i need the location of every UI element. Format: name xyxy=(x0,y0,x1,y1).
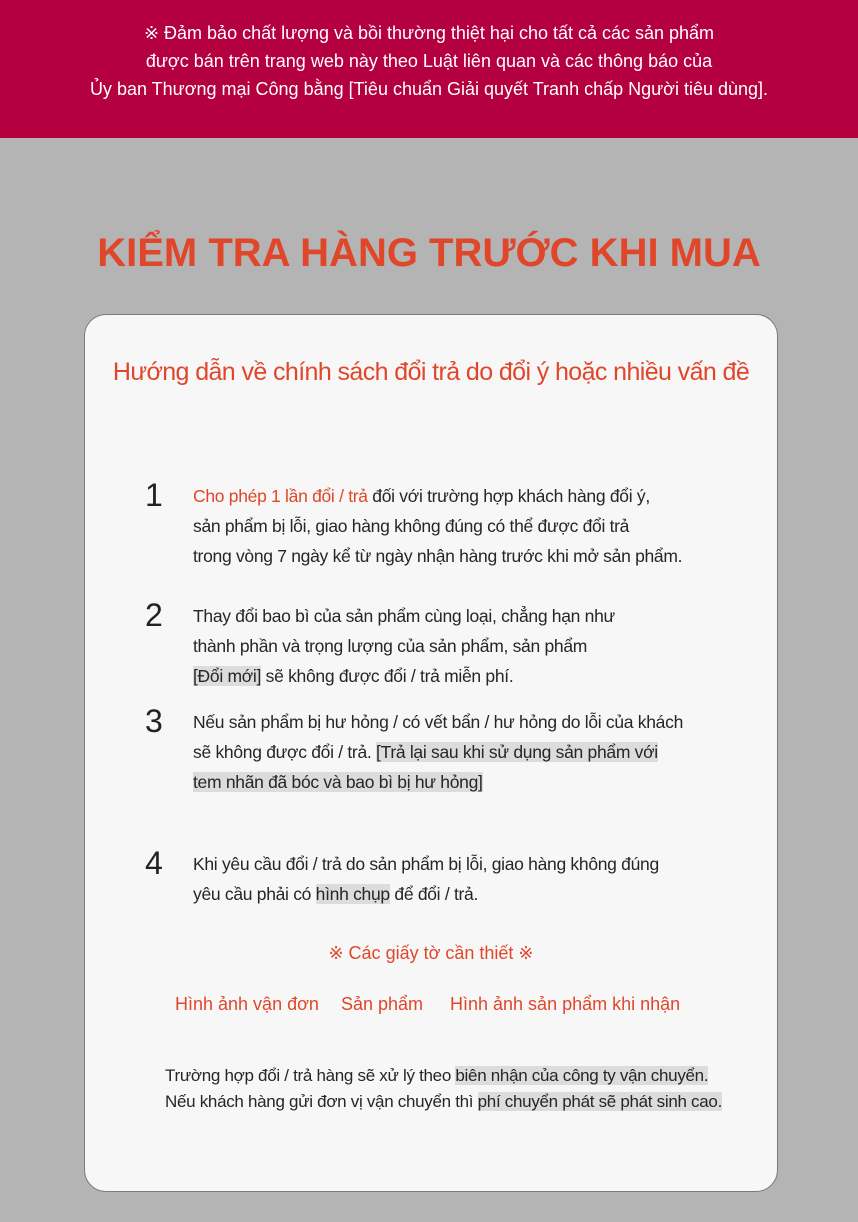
doc-received-product-photo: Hình ảnh sản phẩm khi nhận xyxy=(450,994,681,1014)
item-text-part: sẽ không được đổi / trả. xyxy=(193,742,377,762)
note-text: Nếu khách hàng gửi đơn vị vận chuyển thì xyxy=(165,1092,478,1111)
note-highlight: phí chuyển phát sẽ phát sinh cao. xyxy=(477,1092,722,1111)
item-text xyxy=(193,601,753,691)
item-text xyxy=(193,707,753,797)
item-text-part: Khi yêu cầu đổi / trả do sản phẩm bị lỗi, giao hàng không đúng xyxy=(193,854,659,874)
top-banner xyxy=(0,0,858,138)
item-text xyxy=(193,849,753,909)
note-highlight: biên nhận của công ty vận chuyển. xyxy=(455,1066,709,1085)
item-text-part: đối với trường hợp khách hàng đổi ý, xyxy=(367,486,650,506)
item-number: 3 xyxy=(145,703,163,739)
card-subtitle: Hướng dẫn về chính sách đổi trả do đổi ý hoặc nhiều vấn đề xyxy=(112,358,750,386)
item-text-part: Thay đổi bao bì của sản phẩm cùng loại, chẳng hạn như xyxy=(193,606,615,626)
required-docs-title: ※ Các giấy tờ cần thiết ※ xyxy=(328,943,534,963)
doc-waybill-photo: Hình ảnh vận đơn xyxy=(175,994,319,1014)
item-highlight: [Đổi mới] xyxy=(193,666,262,686)
item-text-part: sản phẩm bị lỗi, giao hàng không đúng có thể được đổi trả xyxy=(193,516,630,536)
item-highlight: [Trả lại sau khi sử dụng sản phẩm với xyxy=(376,742,658,762)
required-docs-list xyxy=(175,989,695,1019)
note-text: Trường hợp đổi / trả hàng sẽ xử lý theo xyxy=(165,1066,456,1085)
item-number: 2 xyxy=(145,597,163,633)
item-highlight-red: Cho phép 1 lần đổi / trả xyxy=(193,486,368,506)
item-text xyxy=(193,481,753,571)
item-highlight: hình chụp xyxy=(315,884,390,904)
item-number: 4 xyxy=(145,845,163,881)
page-title: KIỂM TRA HÀNG TRƯỚC KHI MUA xyxy=(97,231,761,275)
item-number: 1 xyxy=(145,477,163,513)
banner-line-1: ※ Đảm bảo chất lượng và bồi thường thiệt hại cho tất cả các sản phẩm xyxy=(143,23,715,43)
item-text-part: để đổi / trả. xyxy=(389,884,479,904)
item-text-part: thành phần và trọng lượng của sản phẩm, sản phẩm xyxy=(193,636,588,656)
policy-card xyxy=(84,314,778,1192)
shipping-note xyxy=(165,1063,725,1115)
item-text-part: sẽ không được đổi / trả miễn phí. xyxy=(261,666,514,686)
item-highlight: tem nhãn đã bóc và bao bì bị hư hỏng] xyxy=(193,772,483,792)
doc-product: Sản phẩm xyxy=(341,994,424,1014)
banner-line-3: Ủy ban Thương mại Công bằng [Tiêu chuẩn Giải quyết Tranh chấp Người tiêu dùng]. xyxy=(89,79,769,99)
item-text-part: Nếu sản phẩm bị hư hỏng / có vết bẩn / hư hỏng do lỗi của khách xyxy=(193,712,684,732)
item-text-part: yêu cầu phải có xyxy=(193,884,316,904)
item-text-part: trong vòng 7 ngày kể từ ngày nhận hàng trước khi mở sản phẩm. xyxy=(193,546,683,566)
banner-line-2: được bán trên trang web này theo Luật liên quan và các thông báo của xyxy=(145,51,713,71)
